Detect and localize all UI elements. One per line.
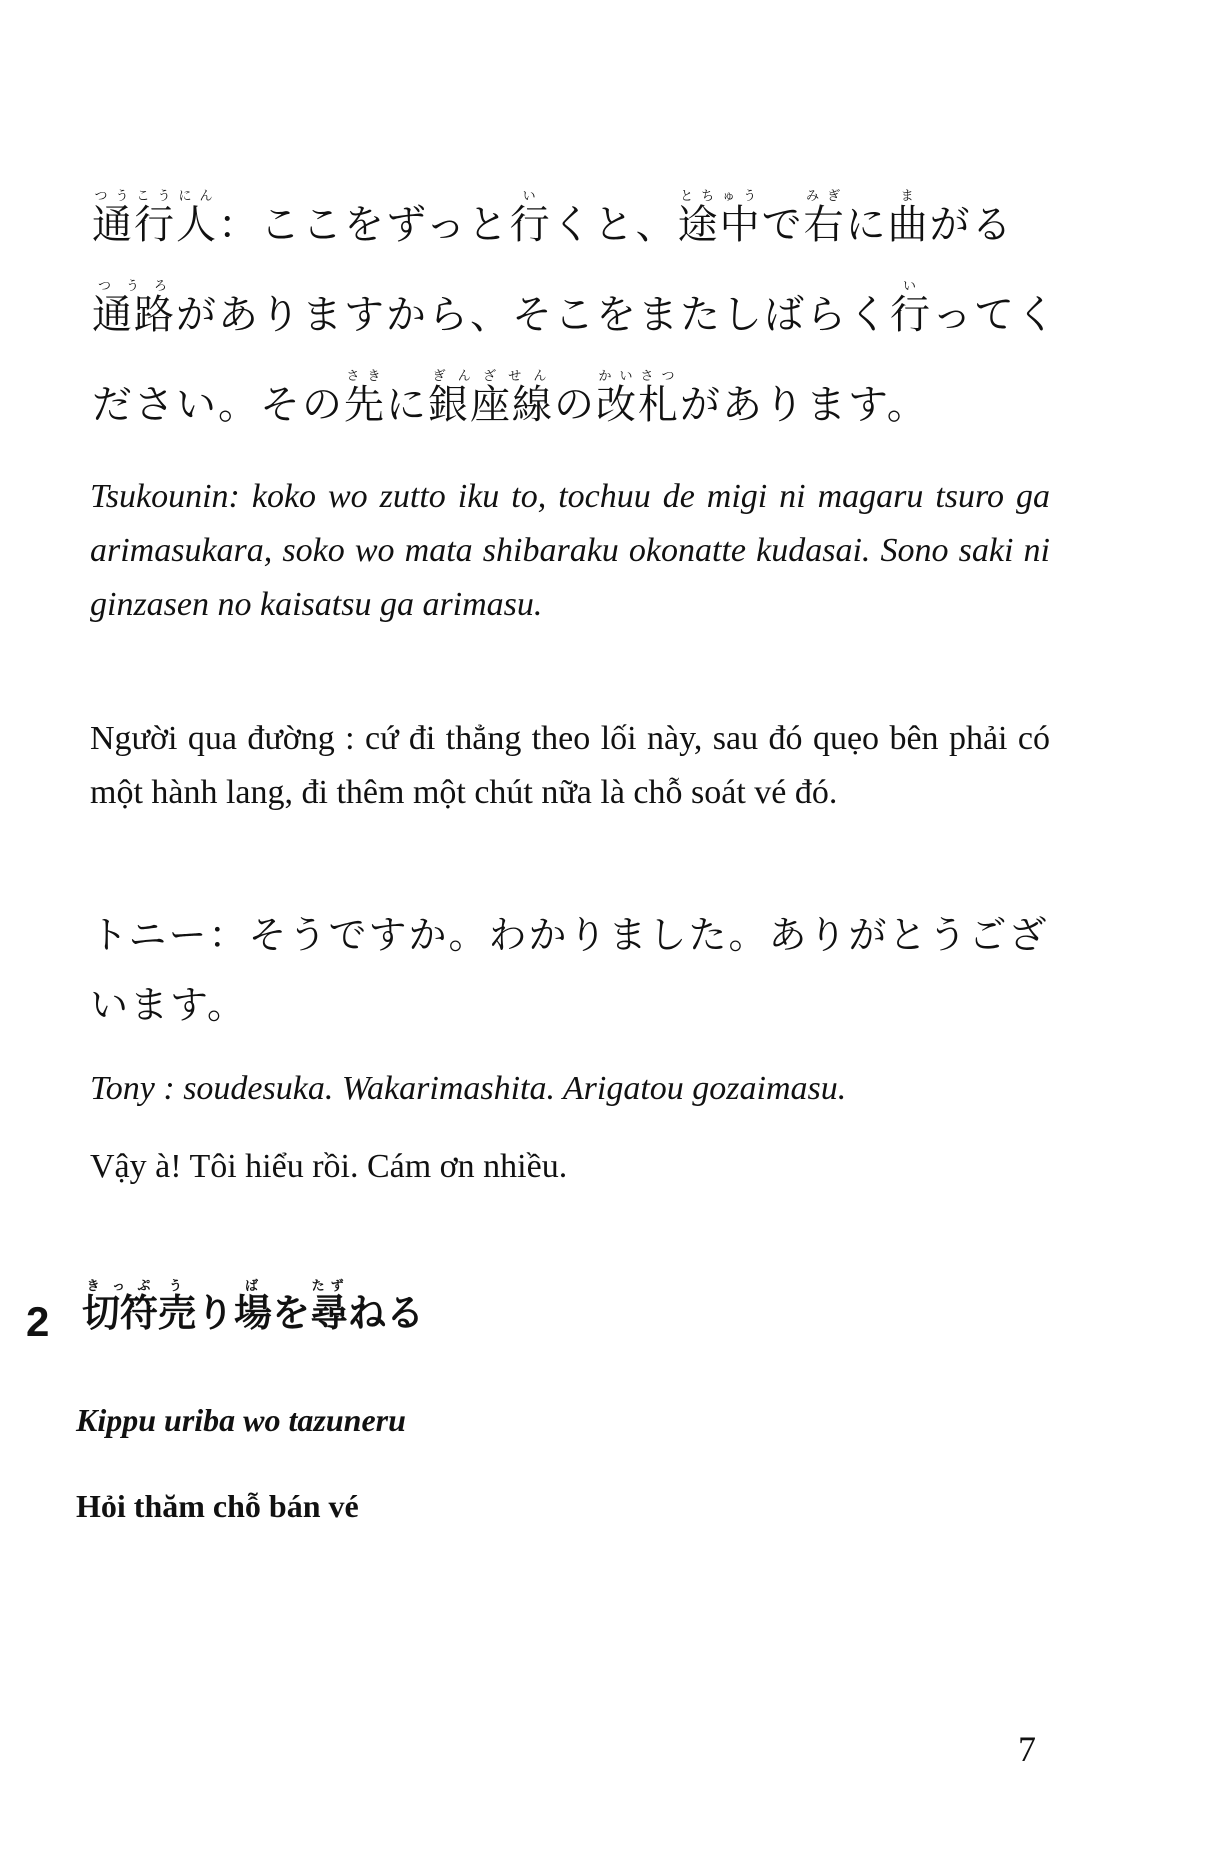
passerby-romaji: Tsukounin: koko wo zutto iku to, tochuu de migi ni magaru tsuro ga arimasukara, soko wo mata shibaraku okonatte kudasai. Sono saki ni ginzasen no kaisatsu ga arimasu. [90,478,1050,623]
passerby-japanese-text [92,180,1058,450]
section-number: 2 [26,1298,50,1345]
tony-japanese-text: トニー：そうですか。わかりました。ありがとうございます。 [90,913,1049,1027]
page-number: 7 [1018,1729,1036,1769]
section-title-japanese: 切符きっぷ売うり場ばを尋たずねる [82,1279,425,1335]
jp-line-3: ださい。その先さきに銀座線ぎんざせんの改札かいさつがあります。 [92,369,929,428]
passerby-vietnamese: Người qua đường : cứ đi thẳng theo lối này, sau đó quẹo bên phải có một hành lang, đi thêm một chút nữa là chỗ soát vé đó. [90,720,1050,811]
section-title-romaji: Kippu uriba wo tazuneru [76,1402,406,1438]
jp-line-2: 通路つうろがありますから、そこをまたしばらく行いってく [92,279,1058,338]
jp-line-1: 通行人つうこうにん：ここをずっと行いくと、途中とちゅうで右みぎに曲まがる [92,189,1014,248]
tony-vietnamese: Vậy à! Tôi hiểu rồi. Cám ơn nhiều. [90,1148,568,1185]
tony-romaji: Tony : soudesuka. Wakarimashita. Arigatou gozaimasu. [90,1070,847,1107]
speaker-passerby: 通行人つうこうにん [92,189,218,248]
section-title-vietnamese: Hỏi thăm chỗ bán vé [76,1488,359,1524]
